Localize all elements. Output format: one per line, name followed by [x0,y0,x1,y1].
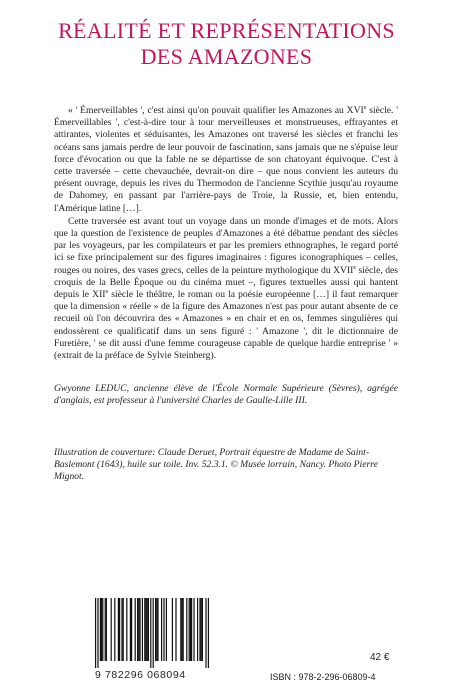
barcode-bar [137,598,138,661]
barcode-bar [199,598,200,661]
barcode-bar [189,598,190,661]
superscript: e [105,288,109,295]
barcode-bar [114,598,115,661]
barcode-bars [95,598,209,668]
barcode-bar [142,598,143,661]
back-cover-blurb [54,105,398,362]
barcode-bar [144,598,145,661]
barcode-bar [172,598,173,661]
barcode-bar [147,598,148,661]
title-line-1: RÉALITÉ ET REPRÉSENTATIONS [58,18,395,43]
title-line-2: DES AMAZONES [140,44,313,69]
barcode-bar [186,598,187,661]
barcode-bar [155,598,156,661]
barcode-bar [205,598,206,668]
barcode-bar [175,598,176,661]
barcode-bar [126,598,127,661]
barcode-bar [130,598,131,661]
barcode-bar [95,598,96,668]
barcode [95,598,209,681]
barcode-bar [121,598,122,661]
barcode-bar [135,598,136,661]
barcode-bar [123,598,124,661]
barcode-bar [119,598,120,661]
superscript: e [363,104,367,111]
barcode-bar [201,598,202,661]
barcode-bar [111,598,112,661]
barcode-bar [157,598,158,661]
barcode-bar [97,598,98,668]
barcode-bar [161,598,162,661]
barcode-bar [197,598,198,661]
barcode-bar [150,598,151,668]
blurb-paragraph-2: Cette traversée est avant tout un voyage dans un monde d'images et de mots. Alors que la question de l'existence de peuples d'Amazones a été débattue pendant des siècles par les voyageurs, par les compilateurs et par les premiers ethnographes, le regard porté ici se fixe principalement sur des figures imaginaires : figures iconographiques – celles, rouges ou noires, des vases grecs, celles de la peinture mythologique du XVIIe siècle, des croquis de la Belle Époque ou du cinéma muet –, figures textuelles aussi qui hantent depuis le XIIe siècle le théâtre, le roman ou la poésie européenne […] il faut remarquer que la dimension « réelle » de la figure des Amazones n'est pas pour autant absente de ce recueil où l'on découvrira des « Amazones » en chair et en os, femmes singulières qui endossèrent ce qualificatif dans un sens figuré : ' Amazone ', dit le dictionnaire de Furetière, ' se dit aussi d'une femme courageuse capable de quelque hardie entreprise ' » (extrait de la préface de Sylvie Steinberg). [54,215,398,362]
price: 42 € [370,652,390,663]
barcode-bar [118,598,119,661]
author-note: Gwyonne LEDUC, ancienne élève de l'École Normale Supérieure (Sèvres), agrégée d'anglais, est professeur à l'université Charles de Gaulle-Lille III. [54,383,398,407]
barcode-bar [100,598,101,661]
barcode-bar [106,598,107,661]
barcode-bar [180,598,181,661]
cover-illustration-credit: Illustration de couverture: Claude Deruet, Portrait équestre de Madame de Saint-Baslemont (1643), huile sur toile. Inv. 52.3.1. © Musée lorrain, Nancy. Photo Pierre Mignot. [54,447,378,483]
barcode-bar [183,598,184,661]
barcode-bar [101,598,102,661]
barcode-bar [148,598,149,661]
barcode-bar [156,598,157,661]
barcode-bar [131,598,132,661]
barcode-bar [208,598,209,668]
barcode-bar [202,598,203,661]
barcode-bar [102,598,103,661]
barcode-bar [191,598,192,661]
isbn: ISBN : 978-2-296-06809-4 [270,672,376,682]
barcode-number: 9 782296 068094 [95,669,186,681]
barcode-bar [138,598,139,661]
barcode-bar [166,598,167,661]
barcode-bar [145,598,146,661]
barcode-bar [139,598,140,661]
barcode-bar [190,598,191,661]
barcode-bar [181,598,182,661]
barcode-bar [163,598,164,661]
barcode-bar [153,598,154,668]
barcode-bar [193,598,194,661]
blurb-paragraph-1: « ' Émerveillables ', c'est ainsi qu'on pouvait qualifier les Amazones au XVIe siècle. ' Émerveillables ', c'est-à-dire tour à tour merveilleuses et monstrueuses, effrayantes et attirantes, violentes et séduisantes, les Amazones ont traversé les siècles et franchi les océans sans jamais perdre de leur pouvoir de fascination, sans jamais que ne s'épuise leur force d'évocation ou que la fable ne se départisse de son chatoyant équivoque. C'est à cette traversée – cette chevauchée, devrait-on dire – que nous convient les auteurs du présent ouvrage, depuis les rives du Thermodon de l'ancienne Scythie jusqu'au royaume de Dahomey, en passant par l'arrière-pays de Troie, la Russie, et, bien entendu, l'Amérique latine […]. [54,104,398,214]
barcode-bar [105,598,106,661]
superscript: e [353,264,357,271]
book-title [0,18,453,70]
